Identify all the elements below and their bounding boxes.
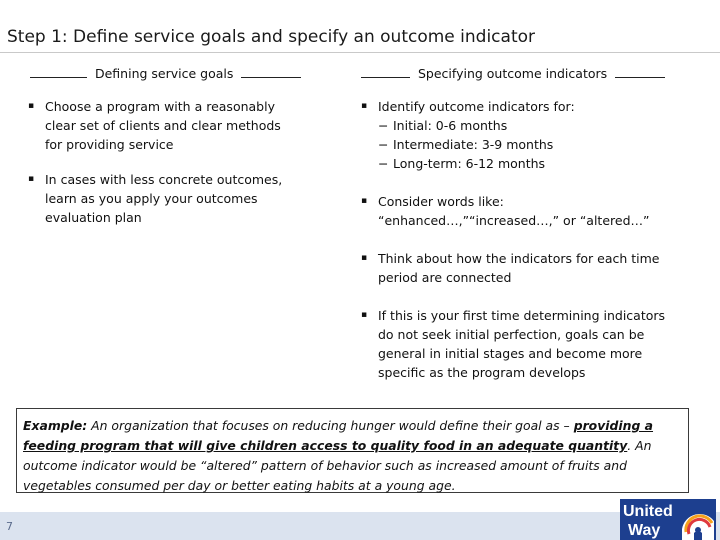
- bullet-icon: ▪: [28, 174, 35, 184]
- bullet-item: ▪ Identify outcome indicators for: − Initial: 0-6 months − Intermediate: 3-9 months − Long-term: 6-12 months: [361, 97, 711, 173]
- slide-title: Step 1: Define service goals and specify an outcome indicator: [7, 27, 535, 47]
- united-way-logo: [620, 499, 716, 540]
- heading-blank-line: [30, 67, 87, 78]
- bullet-item: ▪ In cases with less concrete outcomes, learn as you apply your outcomes evaluation plan: [28, 172, 283, 225]
- page-number: 7: [6, 520, 13, 533]
- bullet-icon: ▪: [361, 196, 368, 206]
- bullet-item: ▪ Consider words like: “enhanced…,”“increased…,” or “altered…”: [361, 194, 650, 228]
- example-box: [16, 408, 689, 493]
- footer-bar: [0, 512, 720, 540]
- title-divider: [0, 52, 720, 53]
- logo-word-way: Way: [628, 522, 661, 539]
- heading-blank-line: [361, 67, 410, 78]
- right-bullet-list: [361, 97, 711, 382]
- bullet-icon: ▪: [361, 253, 368, 263]
- left-heading-text: Defining service goals: [94, 66, 234, 81]
- heading-blank-line: [241, 67, 301, 78]
- logo-word-united: United: [623, 503, 673, 520]
- left-bullet-list: [28, 97, 318, 227]
- example-label: Example:: [23, 418, 88, 433]
- left-column-heading: [30, 66, 301, 81]
- sub-item: − Long-term: 6-12 months: [378, 156, 546, 171]
- example-goal: providing a: [573, 418, 654, 433]
- right-heading-text: Specifying outcome indicators: [417, 66, 608, 81]
- bullet-icon: ▪: [361, 101, 368, 111]
- sub-item: − Intermediate: 3-9 months: [378, 137, 554, 152]
- bullet-item: ▪ If this is your first time determining indicators do not seek initial perfection, goals can be general in initial stages and become more specific as the program develops: [361, 308, 666, 380]
- example-goal-continued: feeding program that will give children access to quality food in an adequate quantity: [23, 438, 628, 453]
- bullet-item: ▪ Think about how the indicators for each time period are connected: [361, 251, 660, 285]
- right-column-heading: [361, 66, 665, 81]
- bullet-icon: ▪: [361, 310, 368, 320]
- sub-item: − Initial: 0-6 months: [378, 118, 508, 133]
- bullet-item: ▪ Choose a program with a reasonably clear set of clients and clear methods for providing service: [28, 99, 281, 152]
- bullet-icon: ▪: [28, 101, 35, 111]
- example-text-continued: . An outcome indicator would be “altered” pattern of behavior such as increased amount of fruits and vegetables consumed per day or better eating habits at a young age.: [23, 438, 652, 493]
- example-text: An organization that focuses on reducing hunger would define their goal as –: [87, 418, 570, 433]
- heading-blank-line: [615, 67, 665, 78]
